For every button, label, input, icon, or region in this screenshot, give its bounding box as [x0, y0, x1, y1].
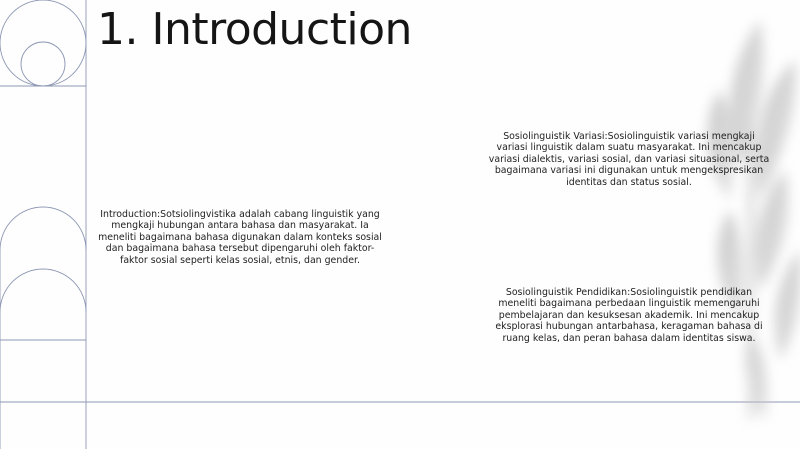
deco-circle-small [21, 42, 65, 86]
deco-circle-large [0, 0, 86, 86]
plant-shadow-decoration [610, 0, 800, 449]
introduction-text: Introduction:Sotsiolingvistika adalah cabang linguistik yang mengkaji hubungan antara bahasa dan masyarakat. Ia meneliti bagaimana bahasa digunakan dalam konteks sosial dan bagaimana bahasa tersebut dipengaruhi oleh faktor-faktor sosial seperti kelas sosial, etnis, dan gender. [98, 209, 382, 266]
pendidikan-text: Sosiolinguistik Pendidikan:Sosiolinguistik pendidikan meneliti bagaimana perbedaan linguistik memengaruhi pembelajaran dan kesuksesan akademik. Ini mencakup eksplorasi hubungan antarbahasa, keragaman bahasa di ruang kelas, dan peran bahasa dalam identitas siswa. [495, 287, 763, 344]
slide-title: 1. Introduction [97, 4, 412, 55]
variasi-text: Sosiolinguistik Variasi:Sosiolinguistik variasi mengkaji variasi linguistik dalam suatu masyarakat. Ini mencakup variasi dialektis, variasi sosial, dan variasi situasional, serta bagaimana variasi ini digunakan untuk mengekspresikan identitas dan status sosial. [488, 131, 770, 188]
deco-arch-upper [0, 207, 86, 250]
deco-arch-lower [0, 269, 86, 312]
